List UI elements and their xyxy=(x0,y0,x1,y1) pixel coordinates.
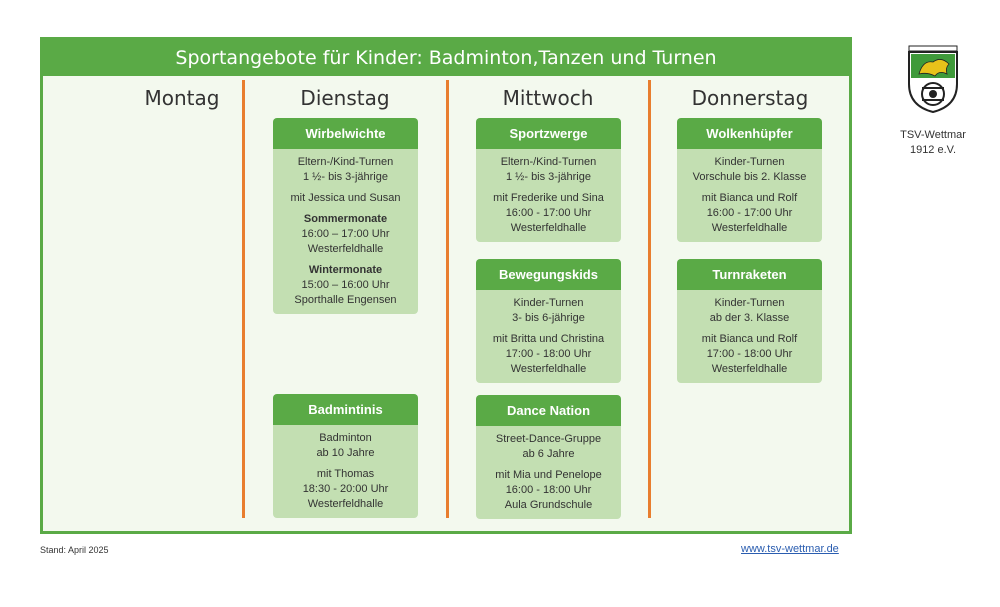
day-wednesday: Mittwoch xyxy=(502,86,594,110)
page-title: Sportangebote für Kinder: Badminton,Tanzen und Turnen xyxy=(43,40,849,76)
card-line: 17:00 - 18:00 Uhr xyxy=(505,348,592,360)
card-line: 16:00 – 17:00 Uhr xyxy=(301,228,390,240)
card-line: mit Mia und Penelope xyxy=(495,469,602,481)
card-line: ab der 3. Klasse xyxy=(709,312,790,324)
card-bewegungskids xyxy=(476,259,621,383)
card-title: Turnraketen xyxy=(677,259,822,290)
card-dance-nation xyxy=(476,395,621,519)
card-body xyxy=(677,149,822,242)
card-sportzwerge xyxy=(476,118,621,242)
card-body xyxy=(476,290,621,383)
club-crest-icon xyxy=(905,44,961,114)
card-body xyxy=(273,149,418,314)
card-line: Kinder-Turnen xyxy=(714,156,785,168)
card-title: Wolkenhüpfer xyxy=(677,118,822,149)
card-line: 16:00 - 17:00 Uhr xyxy=(505,207,592,219)
card-turnraketen xyxy=(677,259,822,383)
column-divider xyxy=(242,80,245,518)
card-line: Westerfeldhalle xyxy=(307,498,384,510)
card-body xyxy=(476,149,621,242)
card-line: ab 6 Jahre xyxy=(522,448,575,460)
card-line: mit Jessica und Susan xyxy=(290,192,401,204)
card-line: 16:00 - 17:00 Uhr xyxy=(706,207,793,219)
card-line: Eltern-/Kind-Turnen xyxy=(500,156,597,168)
card-line: mit Britta und Christina xyxy=(492,333,605,345)
card-line: Aula Grundschule xyxy=(504,499,593,511)
card-title: Badmintinis xyxy=(273,394,418,425)
card-line: 1 ½- bis 3-jährige xyxy=(303,171,388,183)
card-line: Kinder-Turnen xyxy=(513,297,584,309)
card-line: 15:00 – 16:00 Uhr xyxy=(301,279,390,291)
card-title: Sportzwerge xyxy=(476,118,621,149)
card-line: Badminton xyxy=(319,432,372,444)
card-body xyxy=(476,426,621,519)
club-name-line: TSV-Wettmar xyxy=(900,129,966,141)
card-line: Street-Dance-Gruppe xyxy=(495,433,602,445)
card-line: Eltern-/Kind-Turnen xyxy=(297,156,394,168)
card-line: Wintermonate xyxy=(308,264,383,276)
card-line: Westerfeldhalle xyxy=(711,363,788,375)
card-line: Sporthalle Engensen xyxy=(294,294,397,306)
card-body xyxy=(273,425,418,518)
day-thursday: Donnerstag xyxy=(691,86,809,110)
day-monday: Montag xyxy=(144,86,220,110)
card-line: 17:00 - 18:00 Uhr xyxy=(706,348,793,360)
card-line: mit Thomas xyxy=(316,468,375,480)
card-line: Westerfeldhalle xyxy=(510,363,587,375)
day-tuesday: Dienstag xyxy=(300,86,390,110)
card-line: Vorschule bis 2. Klasse xyxy=(692,171,807,183)
card-title: Dance Nation xyxy=(476,395,621,426)
card-title: Bewegungskids xyxy=(476,259,621,290)
card-line: Westerfeldhalle xyxy=(510,222,587,234)
card-line: ab 10 Jahre xyxy=(316,447,375,459)
card-line: 18:30 - 20:00 Uhr xyxy=(302,483,389,495)
card-badmintinis xyxy=(273,394,418,518)
card-line: Kinder-Turnen xyxy=(714,297,785,309)
column-divider xyxy=(446,80,449,518)
schedule-board xyxy=(40,37,852,534)
club-founded-line: 1912 e.V. xyxy=(909,144,957,156)
card-line: Westerfeldhalle xyxy=(307,243,384,255)
card-wirbelwichte xyxy=(273,118,418,314)
card-line: 16:00 - 18:00 Uhr xyxy=(505,484,592,496)
card-title: Wirbelwichte xyxy=(273,118,418,149)
card-line: 3- bis 6-jährige xyxy=(512,312,585,324)
club-name xyxy=(893,128,973,158)
card-line: Westerfeldhalle xyxy=(711,222,788,234)
card-line: mit Bianca und Rolf xyxy=(701,333,798,345)
stand-date: Stand: April 2025 xyxy=(40,545,109,555)
card-line: mit Frederike und Sina xyxy=(493,192,604,204)
card-wolkenhuepfer xyxy=(677,118,822,242)
card-line: 1 ½- bis 3-jährige xyxy=(506,171,591,183)
card-line: Sommermonate xyxy=(303,213,388,225)
card-line: mit Bianca und Rolf xyxy=(701,192,798,204)
column-divider xyxy=(648,80,651,518)
website-link[interactable]: www.tsv-wettmar.de xyxy=(741,543,839,555)
card-body xyxy=(677,290,822,383)
